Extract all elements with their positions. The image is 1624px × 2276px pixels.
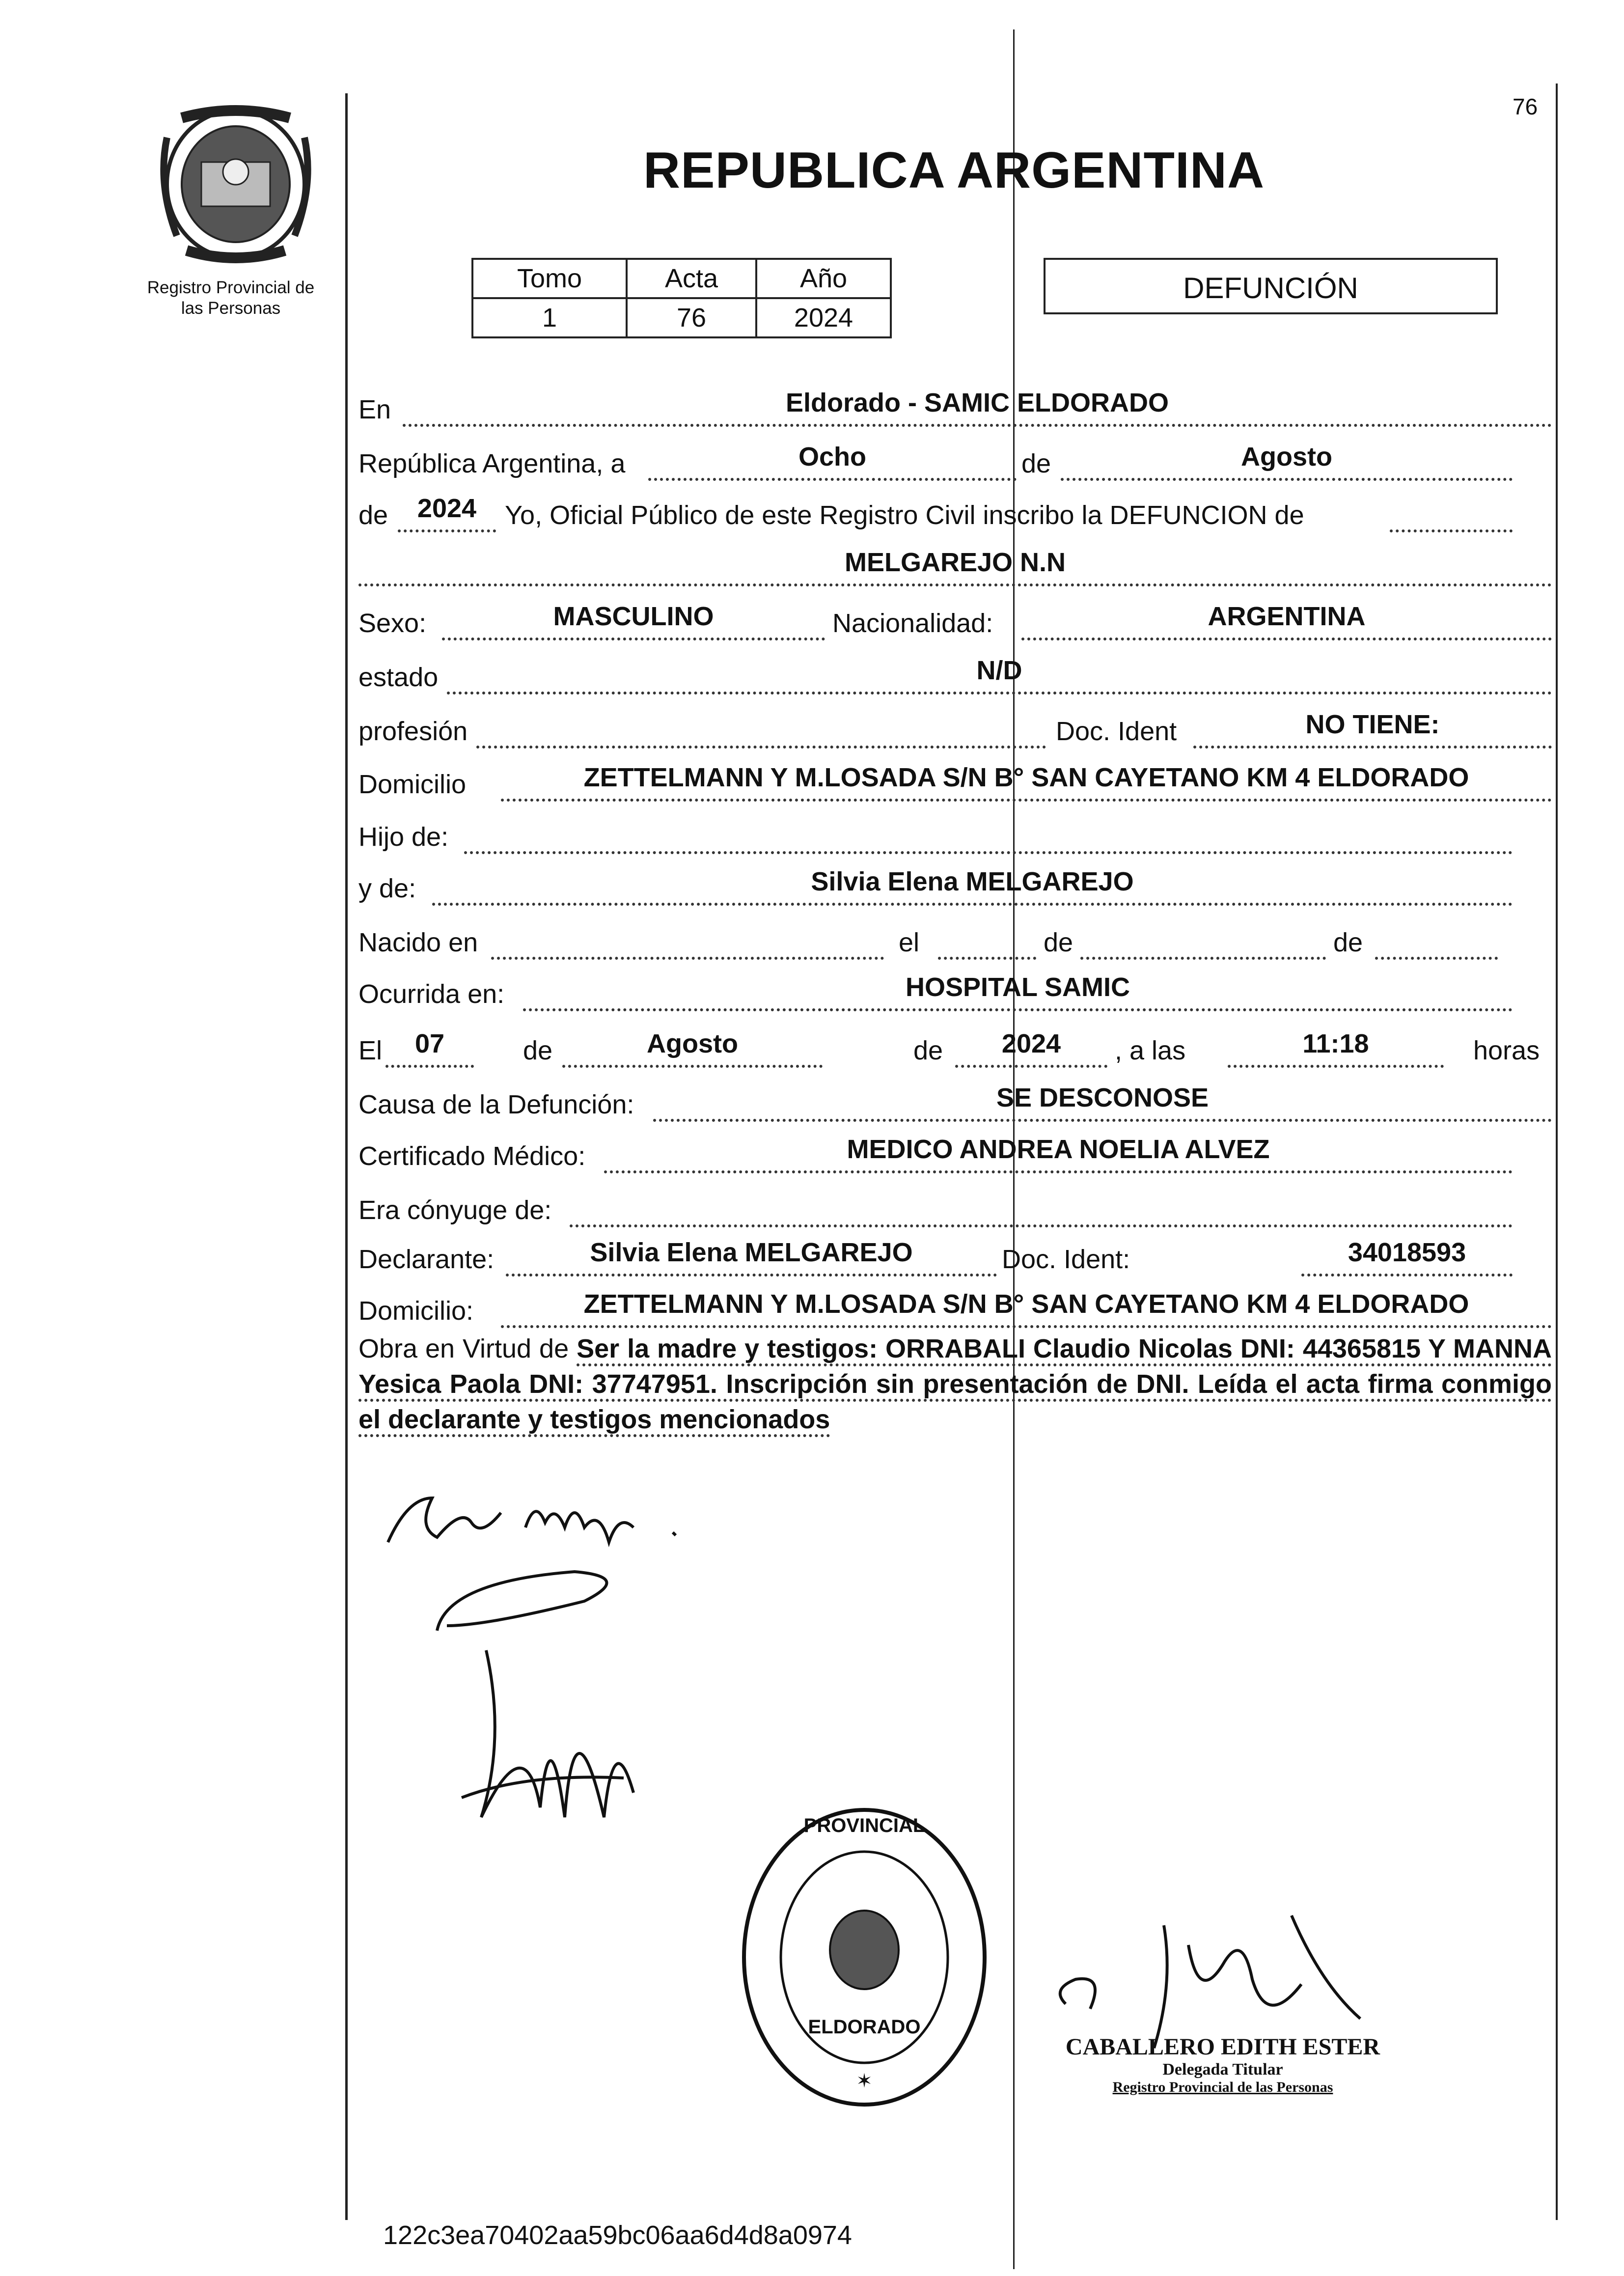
nacido-year-field [1375,922,1498,960]
madre-field [432,868,1513,906]
delegation-stamp [737,1803,992,2112]
ocurrida-label: Ocurrida en: [358,979,505,1009]
el-label: El [358,1036,383,1065]
conyuge-label: Era cónyuge de: [358,1195,552,1225]
row-conyuge [358,1186,1552,1230]
horas-label: horas [1473,1036,1540,1065]
obra-paragraph [358,1331,1552,1437]
official-stamp [1056,2033,1390,2096]
nacionalidad-value: ARGENTINA [1208,602,1366,631]
estado-value: N/D [976,656,1022,685]
domicilio-value: ZETTELMANN Y M.LOSADA S/N B° SAN CAYETANO KM 4 ELDORADO [583,763,1469,792]
de-label: de [1044,928,1073,957]
row-fecha-muerte [358,1027,1552,1071]
alas-label: , a las [1115,1036,1186,1065]
table-cell-tomo: 1 [472,298,627,337]
nacido-day-field [938,922,1036,960]
en-label: En [358,395,391,424]
nacionalidad-label: Nacionalidad: [832,609,993,638]
nacionalidad-field [1021,603,1552,640]
deceased-name-field [358,549,1552,586]
domicilio2-label: Domicilio: [358,1296,474,1326]
row-place [358,386,1552,430]
doc-label: Doc. Ident [1056,717,1177,746]
domicilio-label: Domicilio [358,770,467,799]
death-day-field [385,1030,474,1068]
de-label: de [1333,928,1363,957]
row-domicilio2 [358,1287,1552,1331]
certificado-label: Certificado Médico: [358,1141,586,1171]
row-ocurrida [358,970,1552,1014]
declarante-value: Silvia Elena MELGAREJO [590,1238,913,1267]
row-hijo [358,813,1552,857]
doc2-label: Doc. Ident: [1002,1245,1130,1274]
republica-label: República Argentina, a [358,449,626,478]
estado-field [447,657,1552,694]
madre-value: Silvia Elena MELGAREJO [811,867,1134,896]
row-madre [358,864,1552,909]
row-estado [358,653,1552,697]
official-role: Delegada Titular [1162,2060,1283,2079]
certificado-field [604,1136,1513,1173]
causa-label: Causa de la Defunción: [358,1090,634,1119]
witness-signature [427,1562,702,1837]
yde-label: y de: [358,874,416,903]
day-field [648,444,1017,481]
registry-table [471,258,892,338]
table-header-tomo: Tomo [472,259,627,298]
el-label: el [899,928,920,957]
obra-label: Obra en Virtud de [358,1334,569,1363]
profesion-label: profesión [358,717,468,746]
page-title: REPUBLICA ARGENTINA [643,142,1265,199]
doc2-value: 34018593 [1348,1238,1466,1267]
sexo-value: MASCULINO [553,602,714,631]
domicilio-field [501,764,1552,802]
row-deceased [358,545,1552,589]
nacido-place-field [491,922,884,960]
estado-label: estado [358,663,439,692]
doc2-field [1301,1239,1513,1277]
stamp-inner-text: ELDORADO [808,2016,921,2038]
official-office: Registro Provincial de las Personas [1112,2079,1333,2095]
death-year-value: 2024 [1001,1029,1061,1058]
row-declarante [358,1235,1552,1279]
conyuge-field [570,1190,1513,1227]
obra-text: Ser la madre y testigos: ORRABALI Claudio Nicolas DNI: 44365815 Y MANNA Yesica Paola DNI: 37747951. Inscripción sin presentación de DNI. Leída el acta firma conmigo el declarante y testigos mencionados [358,1334,1552,1437]
certificado-value: MEDICO ANDREA NOELIA ALVEZ [847,1135,1270,1164]
death-month-field [562,1030,823,1068]
table-cell-acta: 76 [627,298,756,337]
profesion-field [476,711,1046,749]
year-value: 2024 [417,494,477,523]
registry-label-line1: Registro Provincial de [147,278,315,297]
sexo-label: Sexo: [358,609,427,638]
hijo-label: Hijo de: [358,822,449,852]
doc-value: NO TIENE: [1305,710,1440,739]
stamp-outer-text: PROVINCIAL [803,1815,925,1836]
table-cell-ano: 2024 [756,298,891,337]
death-time-field [1228,1030,1444,1068]
ocurrida-field [523,974,1513,1011]
provincial-coat-of-arms [147,103,324,265]
row-profesion [358,707,1552,751]
row-causa [358,1081,1552,1125]
registry-label-line2: las Personas [181,299,281,318]
official-name: CABALLERO EDITH ESTER [1065,2034,1380,2060]
month-field [1061,444,1513,481]
place-field [403,389,1552,427]
causa-value: SE DESCONOSE [996,1083,1209,1112]
nacido-month-field [1080,922,1326,960]
row-date [358,440,1552,484]
de-label: de [523,1036,553,1065]
de-label: de [358,500,388,530]
blank-field [1390,495,1513,532]
inscribo-text: Yo, Oficial Público de este Registro Civil inscribo la DEFUNCION de [505,500,1304,530]
de-label: de [913,1036,943,1065]
de-label: de [1021,449,1051,478]
domicilio2-field [501,1291,1552,1328]
death-day-value: 07 [414,1029,445,1058]
left-margin-line [345,93,348,2220]
row-certificado [358,1132,1552,1176]
month-value: Agosto [1241,442,1332,472]
act-type-box: DEFUNCIÓN [1044,258,1498,314]
domicilio2-value: ZETTELMANN Y M.LOSADA S/N B° SAN CAYETANO KM 4 ELDORADO [583,1289,1469,1319]
table-header-ano: Año [756,259,891,298]
place-value: Eldorado - SAMIC ELDORADO [786,388,1169,417]
table-header-acta: Acta [627,259,756,298]
day-value: Ocho [798,442,866,472]
row-nacido [358,918,1552,963]
declarante-field [506,1239,997,1277]
death-year-field [955,1030,1107,1068]
death-month-value: Agosto [647,1029,738,1058]
row-domicilio [358,760,1552,805]
svg-text:✶: ✶ [856,2070,873,2092]
sexo-field [442,603,825,640]
declarante-label: Declarante: [358,1245,495,1274]
registry-label [125,278,336,319]
year-field [398,495,496,532]
deceased-name-value: MELGAREJO N.N [844,548,1066,577]
nacido-label: Nacido en [358,928,478,957]
document-hash: 122c3ea70402aa59bc06aa6d4d8a0974 [383,2220,852,2250]
right-margin-line [1556,83,1558,2220]
death-time-value: 11:18 [1302,1029,1369,1058]
doc-field [1193,711,1552,749]
page-number: 76 [1513,94,1538,119]
hijo-field [464,817,1513,854]
row-inscribo [358,491,1552,535]
ocurrida-value: HOSPITAL SAMIC [905,972,1130,1002]
causa-field [653,1084,1552,1122]
row-sex [358,599,1552,643]
